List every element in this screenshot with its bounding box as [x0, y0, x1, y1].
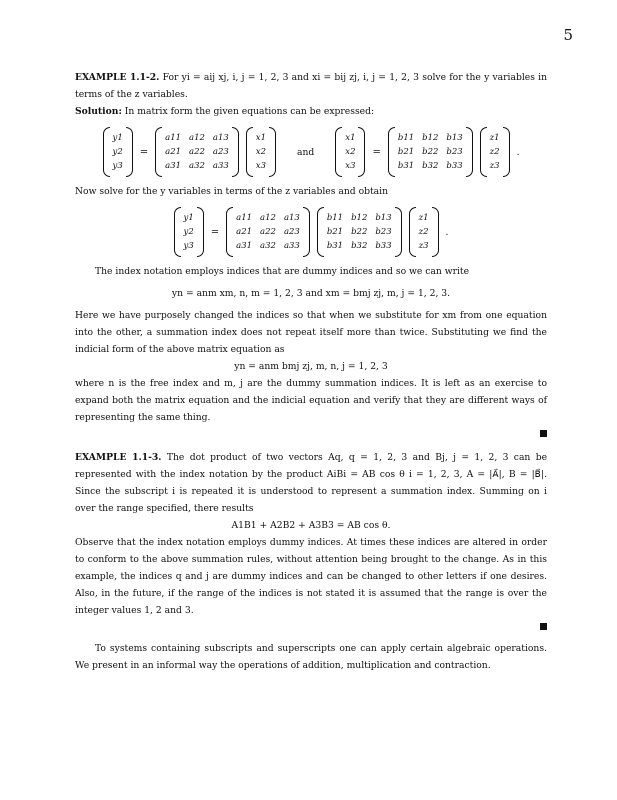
- page-body: [75, 69, 547, 674]
- x-vector: x1 x2 x3: [255, 133, 266, 171]
- free-index-paragraph: where n is the free index and m, j are the dummy summation indices. It is left as an exercise to expand both the matrix equation and the indicial equation and verify that they are different ways of representing the same thing.: [75, 378, 547, 423]
- x-vector-2: x1 x2 x3: [345, 133, 356, 171]
- y-vector: y1 y2 y3: [183, 213, 194, 251]
- qed-mark-1: [75, 426, 547, 443]
- dummy-indices-paragraph: Observe that the index notation employs dummy indices. At times these indices are altered in order to conform to the above summation rules, without attention being brought to the change. As in this example, the indices q and j are dummy indices and can be changed to other letters if one desires. Also, in the future, if the range of the indices is not stated it is assumed that the range is over the integer values 1, 2 and 3.: [75, 537, 547, 616]
- solution-paragraph: [75, 103, 547, 120]
- example-2-text: For yi = aij xj, i, j = 1, 2, 3 and xi = bij zj, i, j = 1, 2, 3 solve for the y variables in terms of the z variables.: [75, 72, 548, 100]
- matrix-equation-2: y1 y2 y3 = a11 a12 a13 a21 a22 a23 a31 a32 a33 b11 b12 b13 b21 b22 b23 b31 b32 b33 z1 z2 z3 .: [75, 207, 547, 257]
- example-2-label: EXAMPLE 1.1-2.: [75, 72, 160, 83]
- b-matrix: b11 b12 b13 b21 b22 b23 b31 b32 b33: [397, 133, 463, 171]
- qed-mark-2: [75, 619, 547, 636]
- page-number: 5: [563, 26, 573, 44]
- solve-text: Now solve for the y variables in terms of the z variables and obtain: [75, 186, 389, 197]
- b-matrix: b11 b12 b13 b21 b22 b23 b31 b32 b33: [326, 213, 392, 251]
- matrix-equation-1: y1 y2 y3 = a11 a12 a13 a21 a22 a23 a31 a32 a33 x1 x2 x3 and x1 x2 x3 = b11 b12 b13 b21 b22 b23 b31 b32 b33 z1 z2 z3 .: [75, 127, 547, 177]
- and-word: and: [297, 146, 315, 158]
- example-3-text: The dot product of two vectors Aq, q = 1, 2, 3 and Bj, j = 1, 2, 3 can be represented with the index notation by the product AiBi = AB cos θ i = 1, 2, 3, A = |A⃗|, B = |B⃗|. Since the subscript i is repeated it is understood to represent a summation index. Summing on i over the range specified, there results: [75, 452, 548, 514]
- a-matrix: a11 a12 a13 a21 a22 a23 a31 a32 a33: [165, 133, 229, 171]
- z-vector: z1 z2 z3: [489, 133, 500, 171]
- y-vector: y1 y2 y3: [112, 133, 123, 171]
- index-equation-1: yn = anm xm, n, m = 1, 2, 3 and xm = bmj zj, m, j = 1, 2, 3.: [171, 288, 451, 299]
- example-2-paragraph: [75, 69, 547, 103]
- closing-paragraph: To systems containing subscripts and superscripts one can apply certain algebraic operations. We present in an informal way the operations of addition, multiplication and contraction.: [75, 643, 547, 671]
- index-equation-2: yn = anm bmj zj, m, n, j = 1, 2, 3: [234, 361, 388, 372]
- dot-product-equation: A1B1 + A2B2 + A3B3 = AB cos θ.: [231, 520, 391, 531]
- a-matrix: a11 a12 a13 a21 a22 a23 a31 a32 a33: [236, 213, 300, 251]
- solution-text: In matrix form the given equations can be expressed:: [124, 106, 375, 117]
- z-vector: z1 z2 z3: [418, 213, 429, 251]
- dummy-indices-text: The index notation employs indices that are dummy indices and so we can write: [95, 266, 470, 277]
- example-3-label: EXAMPLE 1.1-3.: [75, 452, 162, 463]
- example-3-paragraph: [75, 449, 547, 517]
- substitution-paragraph: Here we have purposely changed the indices so that when we substitute for xm from one equation into the other, a summation index does not repeat itself more than twice. Substituting we find the indicial form of the above matrix equation as: [75, 310, 547, 355]
- solution-label: Solution:: [75, 106, 122, 117]
